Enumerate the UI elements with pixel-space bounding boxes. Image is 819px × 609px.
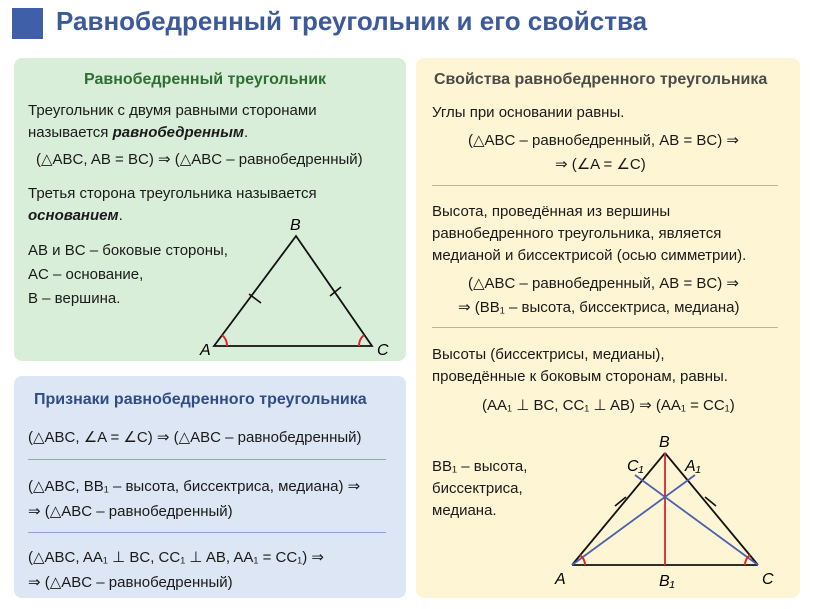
property3-formula: (AA₁ ⊥ BC, CC₁ ⊥ AB) ⇒ (AA₁ = CC₁) [482, 397, 735, 414]
definition-term: равнобедренным [112, 124, 245, 141]
definition-label-c: C [377, 342, 389, 359]
property1-formula1: (△ABC – равнобедренный, AB = BC) ⇒ [468, 132, 739, 149]
criterion2-line1: (△ABC, BB₁ – высота, биссектриса, медиана) ⇒ [28, 478, 361, 495]
property1-formula2: ⇒ (∠A = ∠C) [555, 156, 646, 173]
properties-label-a: A [555, 571, 566, 588]
properties-label-c: C [762, 571, 774, 588]
figure-note3: медиана. [432, 502, 497, 519]
divider [28, 459, 386, 460]
definition-line2-suffix: . [244, 124, 249, 141]
base-text: AC – основание, [28, 266, 144, 283]
base-term: основанием [28, 207, 119, 224]
properties-label-b: B [659, 434, 670, 451]
properties-heading: Свойства равнобедренного треугольника [434, 71, 768, 88]
property3-line1: Высоты (биссектрисы, медианы), [432, 346, 665, 363]
page-title: Равнобедренный треугольник и его свойства [56, 6, 648, 36]
sides-text: AB и BC – боковые стороны, [28, 242, 228, 259]
properties-label-c1: C₁ [627, 458, 644, 475]
property2-line2: равнобедренного треугольника, является [432, 225, 722, 242]
criterion3-line2: ⇒ (△ABC – равнобедренный) [28, 574, 233, 591]
criteria-heading: Признаки равнобедренного треугольника [34, 391, 367, 408]
property2-formula2: ⇒ (BB₁ – высота, биссектриса, медиана) [458, 299, 740, 316]
figure-note2: биссектриса, [432, 480, 523, 497]
property2-formula1: (△ABC – равнобедренный, AB = BC) ⇒ [468, 275, 739, 292]
definition-formula: (△ABC, AB = BC) ⇒ (△ABC – равнобедренный) [36, 151, 363, 168]
vertex-text: B – вершина. [28, 290, 121, 307]
base-suffix: . [118, 207, 123, 224]
property3-line2: проведённые к боковым сторонам, равны. [432, 368, 728, 385]
definition-line2-prefix: называется [28, 124, 113, 141]
property2-line3: медианой и биссектрисой (осью симметрии). [432, 247, 747, 264]
property1-text: Углы при основании равны. [432, 104, 625, 121]
properties-label-b1: B₁ [659, 573, 675, 590]
properties-label-a1: A₁ [685, 458, 701, 475]
criterion1: (△ABC, ∠A = ∠C) ⇒ (△ABC – равнобедренный) [28, 429, 362, 446]
base-line1: Третья сторона треугольника называется [28, 185, 317, 202]
definition-line1: Треугольник с двумя равными сторонами [28, 102, 317, 119]
definition-label-a: A [200, 342, 211, 359]
property2-line1: Высота, проведённая из вершины [432, 203, 671, 220]
definition-heading: Равнобедренный треугольник [84, 71, 327, 88]
figure-note1: BB₁ – высота, [432, 458, 528, 475]
criterion3-line1: (△ABC, AA₁ ⊥ BC, CC₁ ⊥ AB, AA₁ = CC₁) ⇒ [28, 549, 324, 566]
divider [28, 532, 386, 533]
criterion2-line2: ⇒ (△ABC – равнобедренный) [28, 503, 233, 520]
definition-label-b: B [290, 217, 301, 234]
